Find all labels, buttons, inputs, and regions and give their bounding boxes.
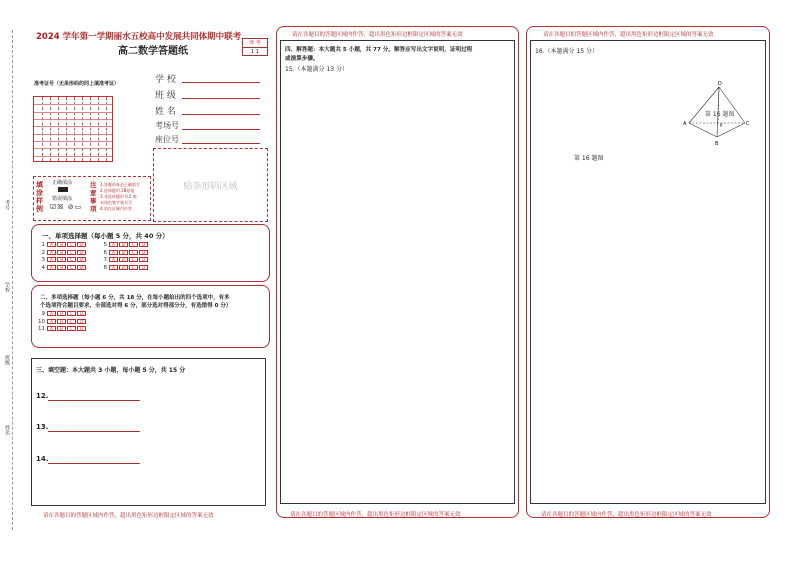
option-bubble-c[interactable]: C [67,250,76,255]
correct-fill-label: 正确填涂 [52,180,73,186]
option-bubble-d[interactable]: D [77,311,86,316]
footer-warning-col1: 请在各题目的答题区域内作答，超出黑色矩形边框限定区域的答案无效 [43,513,214,519]
question-row [98,257,149,265]
option-bubble-a[interactable]: A [47,326,56,331]
option-bubble-d[interactable]: D [77,242,86,247]
margin-label-class: 班级 [4,355,10,365]
margin-label-name: 姓名 [4,425,10,435]
exam-grid-row-divider [34,134,112,135]
exam-number-grid[interactable] [33,96,113,162]
option-bubble-a[interactable]: A [47,250,56,255]
question-row [36,311,87,319]
note-5: 4.请在区域内作答 [100,206,132,211]
section3-title: 三、填空题：本大题共 3 小题，每小题 5 分，共 15 分 [36,367,186,374]
option-bubble-a[interactable]: A [109,265,118,270]
exam-grid-col-divider [74,97,75,161]
question-number: 9 [41,311,45,317]
exam-grid-col-divider [58,97,59,161]
option-bubble-d[interactable]: D [139,242,148,247]
q15-label: 15.（本题满分 13 分） [285,66,348,73]
margin-label-school: 学校 [4,282,10,292]
edge-ab [689,123,717,137]
exam-grid-row-divider [34,112,112,113]
option-bubble-d[interactable]: D [77,250,86,255]
question-number: 10 [38,318,45,325]
blank-14-line[interactable] [48,463,140,464]
barcode-area-label: 贴条形码区域 [183,181,238,192]
answer-box-col2 [280,40,515,504]
section2-title-line1: 二、多项选择题（每小题 6 分，共 18 分，在每小题给出的四个选项中，有多 [40,295,230,301]
exam-grid-col-divider [90,97,91,161]
option-bubble-d[interactable]: D [139,250,148,255]
q16-label: 16.（本题满分 15 分） [535,48,598,55]
header-warning-col3: 请在各题目的答题区域内作答，超出黑色矩形边框限定区域的答案无效 [543,32,714,38]
notes-list [100,182,140,212]
option-bubble-b[interactable]: B [119,265,128,270]
note-2: 2.选择题用 2B铅笔 [100,188,135,193]
option-bubble-d[interactable]: D [77,319,86,324]
question-row [36,257,87,265]
option-bubble-b[interactable]: B [57,326,66,331]
exam-grid-row-divider [34,156,112,157]
option-bubble-d[interactable]: D [139,265,148,270]
question-number: 5 [103,242,107,248]
exam-grid-row-divider [34,104,112,105]
notes-title: 注意事项 [90,181,97,213]
field-school-label: 学 校 [155,75,176,85]
exam-no-caption: 准考证号（无条形码的同上填准考证） [34,81,120,87]
exam-subtitle: 高二数学答题纸 [118,46,188,57]
barcode-area [153,148,268,222]
section-single-choice [31,224,270,282]
option-bubble-d[interactable]: D [139,257,148,262]
option-bubble-b[interactable]: B [119,242,128,247]
field-school-line[interactable] [182,82,260,83]
binding-line [12,30,13,530]
option-bubble-c[interactable]: C [129,257,138,262]
exam-grid-row-divider [34,141,112,142]
section4-title-line1: 四、解答题：本大题共 5 小题，共 77 分。解答应写出文字说明，证明过程 [285,47,473,53]
exam-grid-row-divider [34,119,112,120]
option-bubble-d[interactable]: D [77,326,86,331]
fill-guide-title: 填涂样例 [36,181,43,213]
exam-grid-col-divider [66,97,67,161]
option-bubble-c[interactable]: C [67,311,76,316]
option-bubble-a[interactable]: A [47,257,56,262]
question-number: 7 [103,257,107,263]
option-bubble-a[interactable]: A [47,319,56,324]
field-class-label: 班 级 [155,91,176,101]
exam-grid-col-divider [98,97,99,161]
option-bubble-b[interactable]: B [119,257,128,262]
question-number: 3 [41,257,45,263]
correct-fill-example [58,187,68,192]
option-bubble-b[interactable]: B [57,242,66,247]
option-bubble-b[interactable]: B [57,257,66,262]
option-bubble-b[interactable]: B [57,311,66,316]
question-row [98,250,149,258]
blank-12-line[interactable] [48,400,140,401]
exam-grid-col-divider [50,97,51,161]
exam-grid-row-divider [34,126,112,127]
option-bubble-c[interactable]: C [67,257,76,262]
point-c: C [746,121,750,127]
section-fill-blank [31,358,266,506]
section1-left-block [36,242,87,272]
option-bubble-c[interactable]: C [67,265,76,270]
question-number: 4 [41,264,45,271]
option-bubble-a[interactable]: A [47,265,56,270]
field-room-line[interactable] [182,129,260,130]
field-seat-line[interactable] [182,143,260,144]
option-bubble-a[interactable]: A [109,250,118,255]
question-row [36,319,87,327]
option-bubble-b[interactable]: B [57,319,66,324]
section2-block [36,311,87,334]
field-name-line[interactable] [182,114,260,115]
fill-guide [33,176,151,221]
question-number: 11 [38,326,45,332]
question-number: 1 [41,242,45,248]
question-row [36,242,87,250]
figure-caption: 第 16 题图 [574,155,604,162]
wrong-fill-examples: ☑☒ ⊘▭ [50,203,83,211]
footer-warning-col2: 请在各题目的答题区域内作答，超出黑色矩形边框限定区域的答案无效 [290,512,461,518]
question-row [98,242,149,250]
option-bubble-c[interactable]: C [67,326,76,331]
option-bubble-c[interactable]: C [67,242,76,247]
option-bubble-a[interactable]: A [109,242,118,247]
margin-label-exam-no: 考号 [4,200,10,210]
exam-box-value: 1 1 [251,49,259,55]
question-row [98,265,149,273]
point-a: A [683,121,687,127]
exam-grid-row-divider [34,148,112,149]
field-name-label: 姓 名 [155,107,176,117]
question-row [36,250,87,258]
blank-12-label: 12. [36,392,49,400]
question-number: 8 [103,264,107,271]
section1-right-block [98,242,149,272]
option-bubble-a[interactable]: A [47,242,56,247]
option-bubble-c[interactable]: C [129,250,138,255]
answer-box-col3 [530,40,766,504]
option-bubble-b[interactable]: B [57,250,66,255]
note-3: 3.非选择题用 0.5 毫 [100,194,137,199]
exam-grid-col-divider [106,97,107,161]
question-number: 2 [41,249,45,256]
note-4: 米黑色签字笔书写 [100,200,132,205]
option-bubble-a[interactable]: A [47,311,56,316]
option-bubble-b[interactable]: B [119,250,128,255]
point-d: D [718,81,722,87]
option-bubble-d[interactable]: D [77,265,86,270]
field-class-line[interactable] [182,98,260,99]
option-bubble-c[interactable]: C [129,242,138,247]
blank-13-line[interactable] [48,431,140,432]
header-warning-col2: 请在各题目的答题区域内作答，超出黑色矩形边框限定区域的答案无效 [292,32,463,38]
exam-grid-col-divider [42,97,43,161]
point-p: P [720,123,723,128]
blank-13-label: 13. [36,423,49,431]
question-row [36,326,87,334]
note-1: 1.答题前务必正确填写 [100,182,140,187]
wrong-fill-label: 错误填涂 [52,196,73,202]
option-bubble-c[interactable]: C [67,319,76,324]
exam-box [242,38,268,56]
section2-title-line2: 个选项符合题目要求，全部选对得 6 分，部分选对得部分分，有选错得 0 分） [40,303,232,309]
figure-inner-label: 第 16 题图 [705,111,735,118]
footer-warning-col3: 请在各题目的答题区域内作答，超出黑色矩形边框限定区域的答案无效 [541,512,712,518]
exam-grid-col-divider [82,97,83,161]
option-bubble-c[interactable]: C [129,265,138,270]
question-row [36,265,87,273]
q16-figure [681,79,751,151]
exam-title: 2024 学年第一学期丽水五校高中发展共同体期中联考 [36,32,242,42]
field-room-label: 考场号 [155,121,179,130]
section4-title-line2: 或演算步骤。 [285,56,319,62]
option-bubble-b[interactable]: B [57,265,66,270]
option-bubble-d[interactable]: D [77,257,86,262]
section1-title: 一、单项选择题（每小题 5 分，共 40 分） [42,232,169,240]
field-seat-label: 座位号 [155,135,179,144]
section-multi-choice [31,285,270,348]
point-b: B [715,141,719,147]
question-number: 6 [103,249,107,256]
exam-box-label: 座 考 [243,39,267,48]
option-bubble-a[interactable]: A [109,257,118,262]
blank-14-label: 14. [36,455,49,463]
